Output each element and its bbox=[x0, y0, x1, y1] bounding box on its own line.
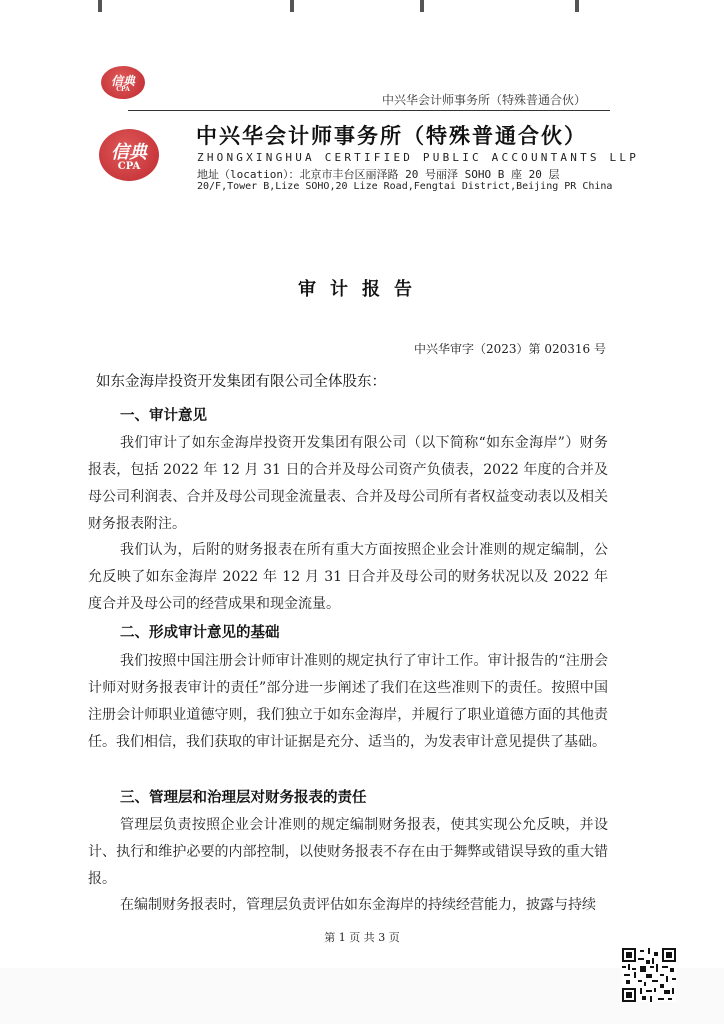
page-indicator: 第 1 页 共 3 页 bbox=[324, 931, 400, 944]
scan-bottom-band bbox=[0, 968, 724, 1024]
paragraph-basis: 我们按照中国注册会计师审计准则的规定执行了审计工作。审计报告的“注册会计师对财务报表审计的责任”部分进一步阐述了我们在这些准则下的责任。按照中国注册会计师职业道德守则，我们独立于如东金海岸，并履行了职业道德方面的其他责任。我们相信，我们获取的审计证据是充分、适当的，为发表审计意见提供了基础。 bbox=[88, 653, 608, 750]
addressee: 如东金海岸投资开发集团有限公司全体股东： bbox=[96, 374, 386, 390]
report-title: 审计报告 bbox=[298, 279, 426, 300]
header-divider bbox=[128, 110, 610, 111]
firm-logo-small: 信典 CPA bbox=[101, 66, 145, 99]
paragraph-management-responsibility: 管理层负责按照企业会计准则的规定编制财务报表，使其实现公允反映，并设计、执行和维护必要的内部控制，以使财务报表不存在由于舞弊或错误导致的重大错报。 bbox=[88, 817, 608, 887]
paragraph-going-concern: 在编制财务报表时，管理层负责评估如东金海岸的持续经营能力，披露与持续 bbox=[120, 897, 596, 913]
paragraph-audit-scope: 我们审计了如东金海岸投资开发集团有限公司（以下简称“如东金海岸”）财务报表，包括 2022 年 12 月 31 日的合并及母公司资产负债表，2022 年度的合并及母公司利润表、合并及母公司现金流量表、合并及母公司所有者权益变动表以及相关财务报表附注。 bbox=[88, 435, 608, 532]
firm-address-en: 20/F,Tower B,Lize SOHO,20 Lize Road,Fengtai District,Beijing PR China bbox=[197, 181, 613, 192]
firm-name: 中兴华会计师事务所（特殊普通合伙） bbox=[196, 124, 587, 148]
document-number: 中兴华审字（2023）第 020316 号 bbox=[414, 342, 606, 356]
firm-name-english: ZHONGXINGHUA CERTIFIED PUBLIC ACCOUNTANTS LLP bbox=[197, 151, 640, 164]
section-heading-basis: 二、形成审计意见的基础 bbox=[120, 625, 280, 641]
section-heading-responsibility: 三、管理层和治理层对财务报表的责任 bbox=[120, 790, 367, 806]
firm-logo-large: 信典 CPA bbox=[99, 129, 159, 181]
paragraph-opinion: 我们认为，后附的财务报表在所有重大方面按照企业会计准则的规定编制，公允反映了如东金海岸 2022 年 12 月 31 日合并及母公司的财务状况以及 2022 年度合并及母公司的经营成果和现金流量。 bbox=[88, 542, 608, 612]
qr-code-icon bbox=[622, 948, 676, 1002]
section-heading-opinion: 一、审计意见 bbox=[120, 408, 207, 424]
firm-address-cn: 地址（location）：北京市丰台区丽泽路 20 号丽泽 SOHO B 座 20 层 bbox=[197, 168, 560, 181]
scan-top-edge bbox=[0, 0, 724, 14]
header-firm-name: 中兴华会计师事务所（特殊普通合伙） bbox=[381, 93, 586, 107]
